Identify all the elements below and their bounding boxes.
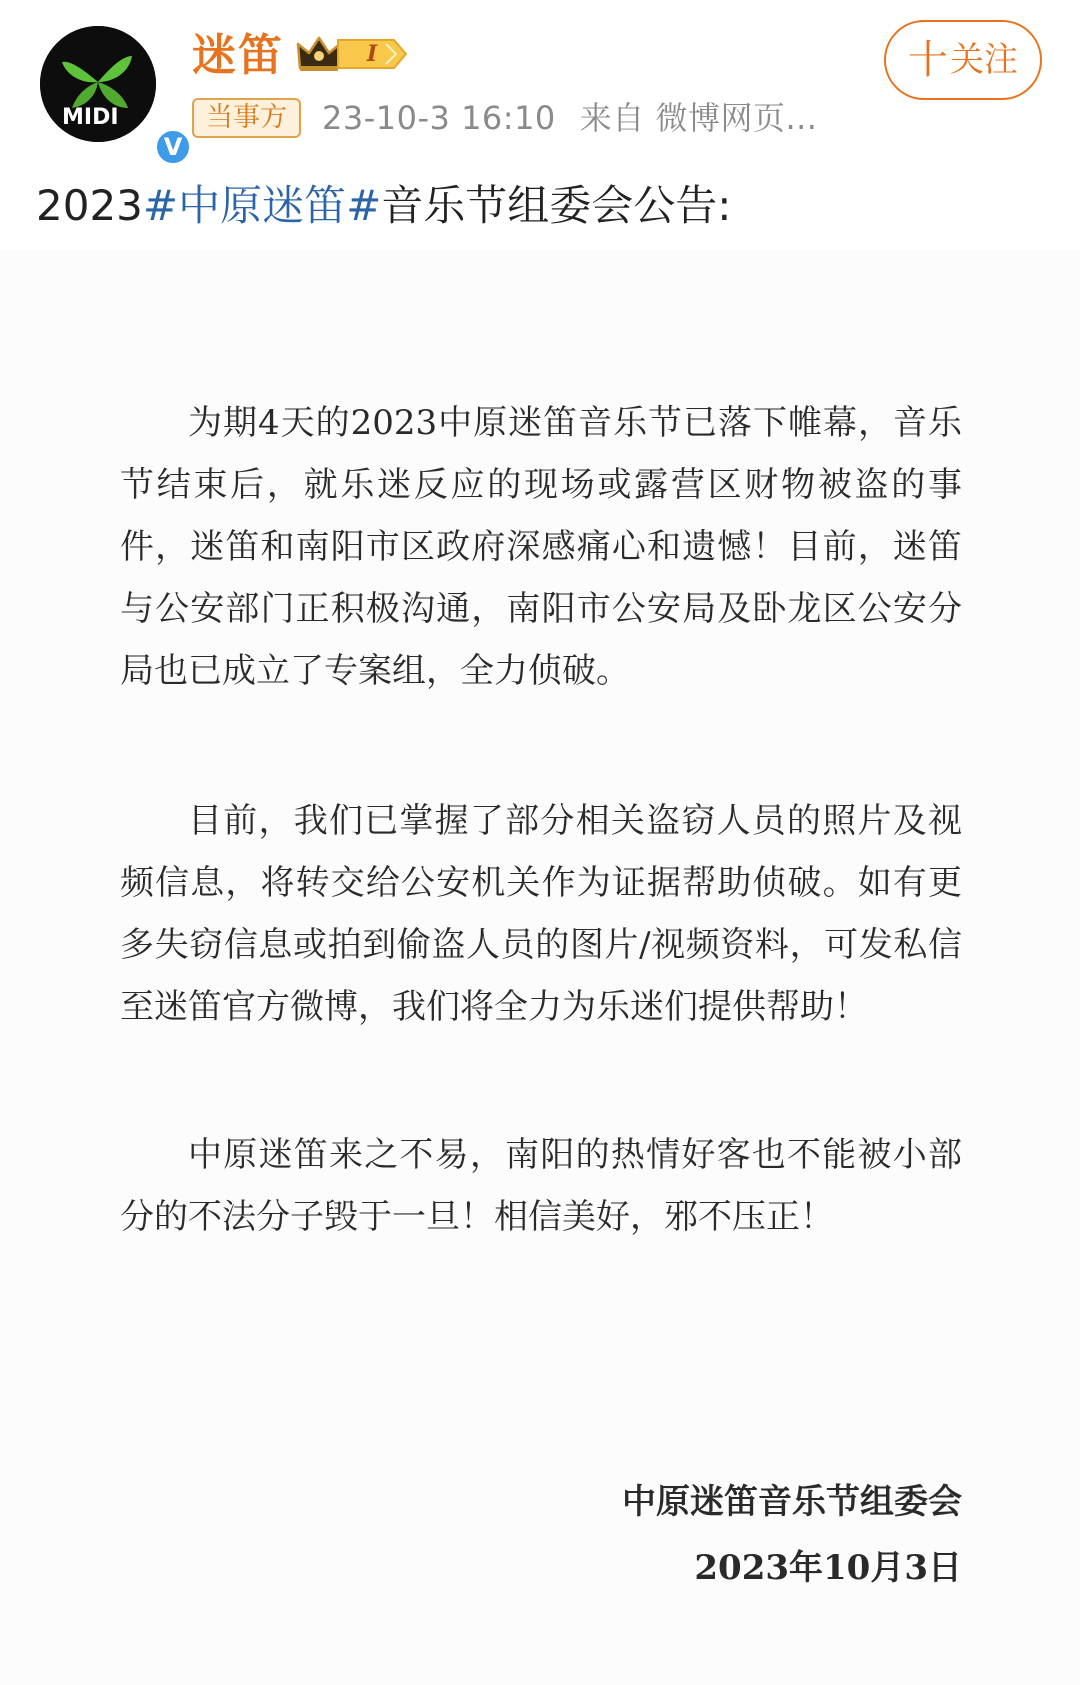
notice-paragraph-2: 目前，我们已掌握了部分相关盗窃人员的照片及视频信息，将转交给公安机关作为证据帮助侦破。如有更多失窃信息或拍到偷盗人员的图片/视频资料，可发私信至迷笛官方微博，我们将全力为乐迷们提供帮助！: [120, 801, 962, 1027]
level-badge-icon: [334, 38, 408, 70]
post-time: 23-10-3 16:10: [322, 99, 556, 137]
avatar[interactable]: [40, 26, 183, 161]
title-prefix: 2023: [36, 181, 143, 230]
follow-label: 关注: [950, 40, 1018, 80]
signature-date: 2023年10月3日: [694, 1548, 962, 1588]
post-title: [36, 178, 731, 234]
plus-icon: 十: [908, 37, 948, 83]
midi-logo-icon: [40, 26, 156, 142]
hashtag-link[interactable]: #中原迷笛#: [142, 181, 382, 230]
post-source[interactable]: 来自 微博网页...: [579, 99, 818, 137]
signature-organizer: 中原迷笛音乐节组委会: [622, 1482, 962, 1522]
account-name[interactable]: 迷笛: [192, 30, 284, 81]
post-meta: [322, 96, 817, 140]
notice-paragraph-1: 为期4天的2023中原迷笛音乐节已落下帷幕，音乐节结束后，就乐迷反应的现场或露营区财物被盗的事件，迷笛和南阳市区政府深感痛心和遗憾！目前，迷笛与公安部门正积极沟通，南阳市公安局及卧龙区公安分局也已成立了专案组，全力侦破。: [120, 403, 962, 691]
verified-badge-icon: V: [154, 128, 192, 166]
post-header: [0, 0, 1080, 160]
notice-image[interactable]: [0, 250, 1080, 1685]
title-suffix: 音乐节组委会公告:: [381, 181, 732, 230]
party-tag: 当事方: [192, 98, 301, 138]
follow-button[interactable]: [884, 20, 1042, 100]
notice-paragraph-3: 中原迷笛来之不易，南阳的热情好客也不能被小部分的不法分子毁于一旦！相信美好，邪不压正！: [120, 1135, 962, 1237]
avatar-text: MIDI: [62, 105, 119, 130]
level-value: I: [366, 41, 378, 67]
